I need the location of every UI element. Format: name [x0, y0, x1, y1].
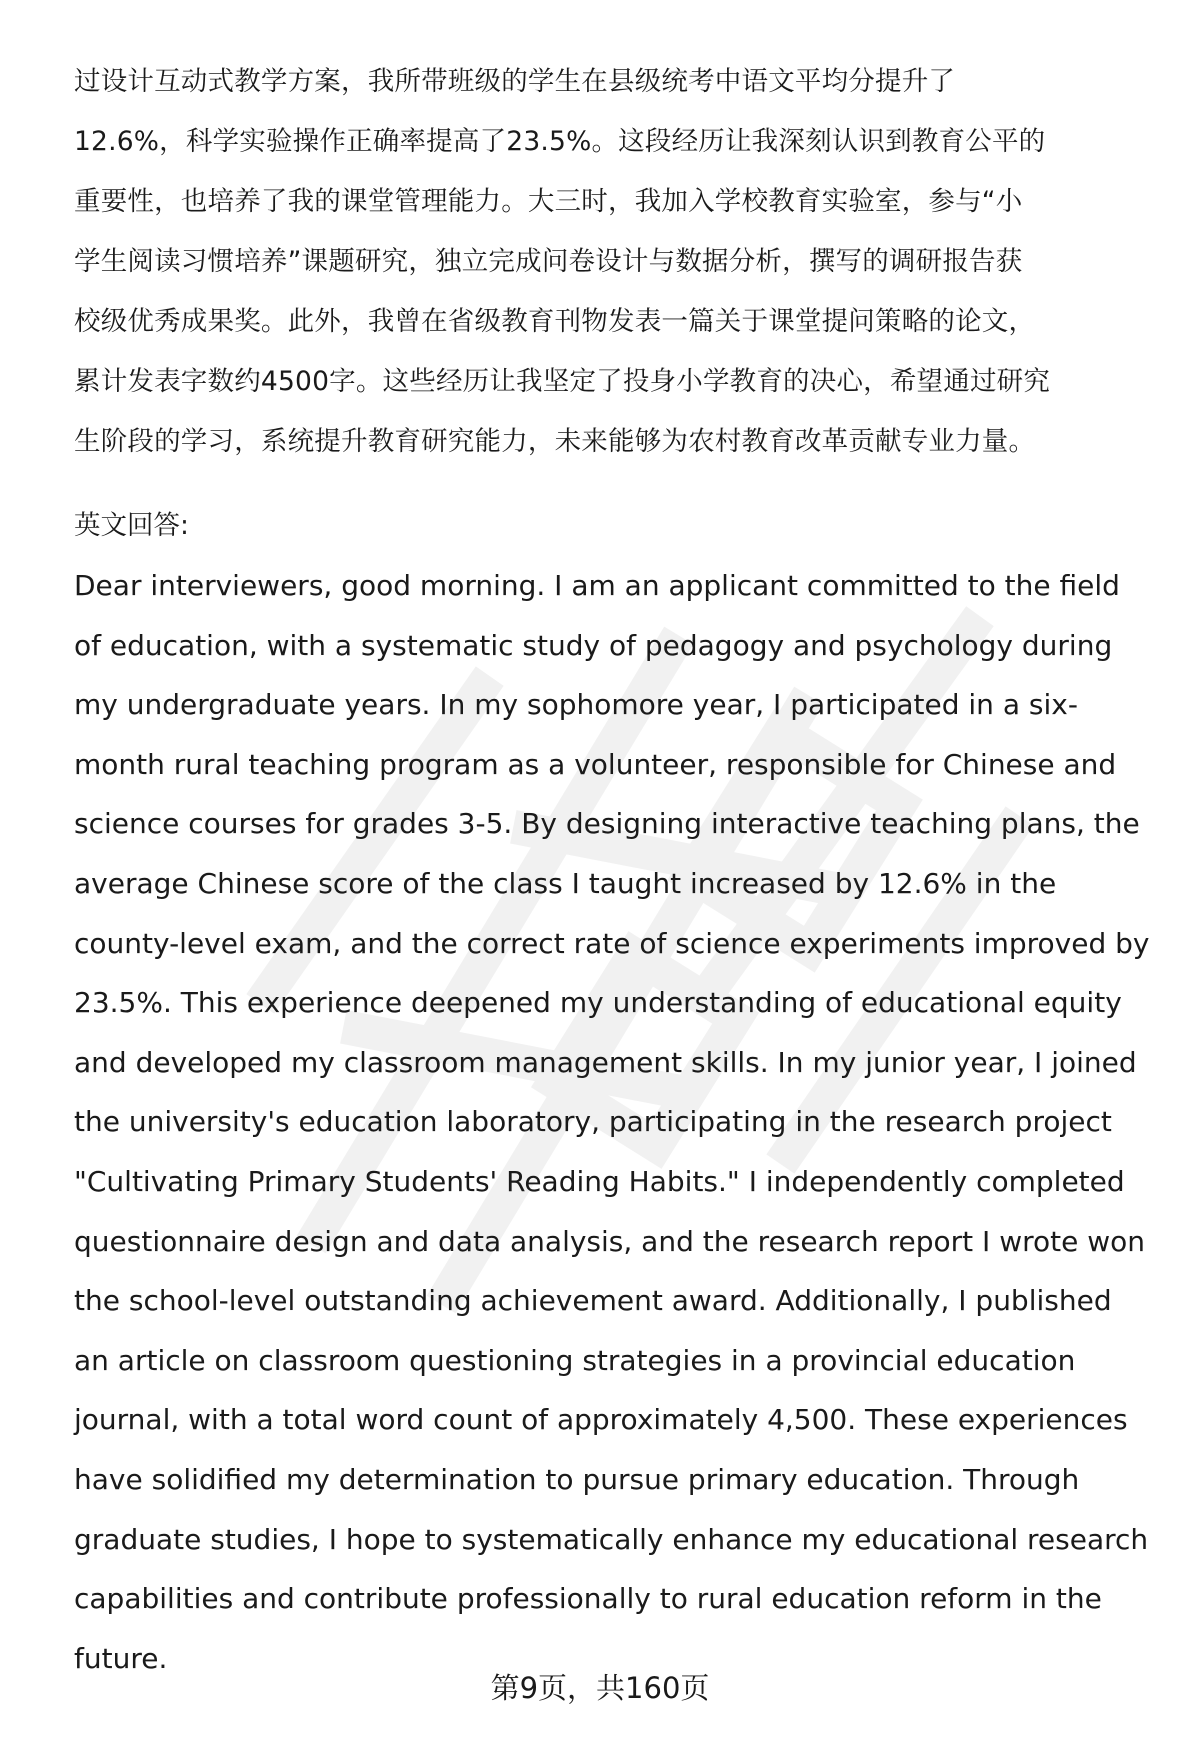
- text-line: have solidified my determination to pursue primary education. Through: [74, 1462, 1080, 1496]
- text-line: 生阶段的学习，系统提升教育研究能力，未来能够为农村教育改革贡献专业力量。: [74, 426, 1036, 457]
- english-answer-paragraph: [74, 556, 1164, 1688]
- document-body: [74, 52, 1164, 1688]
- text-line: science courses for grades 3-5. By designing interactive teaching plans, the: [74, 807, 1140, 841]
- text-line: month rural teaching program as a volunteer, responsible for Chinese and: [74, 747, 1117, 781]
- text-line: 累计发表字数约4500字。这些经历让我坚定了投身小学教育的决心，希望通过研究: [74, 366, 1051, 397]
- text-line: of education, with a systematic study of pedagogy and psychology during: [74, 628, 1113, 662]
- text-line: journal, with a total word count of approximately 4,500. These experiences: [74, 1403, 1128, 1437]
- text-line: questionnaire design and data analysis, and the research report I wrote won: [74, 1224, 1146, 1258]
- text-line: the school-level outstanding achievement award. Additionally, I published: [74, 1284, 1112, 1318]
- text-line: capabilities and contribute professionally to rural education reform in the: [74, 1582, 1102, 1616]
- text-line: Dear interviewers, good morning. I am an applicant committed to the field: [74, 569, 1120, 602]
- text-line: an article on classroom questioning strategies in a provincial education: [74, 1343, 1076, 1377]
- english-answer-heading: 英文回答:: [74, 510, 189, 541]
- text-line: average Chinese score of the class I taught increased by 12.6% in the: [74, 866, 1057, 900]
- text-line: 学生阅读习惯培养”课题研究，独立完成问卷设计与数据分析，撰写的调研报告获: [74, 246, 1023, 277]
- text-line: "Cultivating Primary Students' Reading Habits." I independently completed: [74, 1164, 1125, 1198]
- text-line: 校级优秀成果奖。此外，我曾在省级教育刊物发表一篇关于课堂提问策略的论文，: [74, 306, 1036, 337]
- text-line: 过设计互动式教学方案，我所带班级的学生在县级统考中语文平均分提升了: [74, 66, 956, 97]
- text-line: my undergraduate years. In my sophomore year, I participated in a six-: [74, 688, 1078, 722]
- text-line: 12.6%，科学实验操作正确率提高了23.5%。这段经历让我深刻认识到教育公平的: [74, 126, 1046, 157]
- text-line: county-level exam, and the correct rate of science experiments improved by: [74, 926, 1150, 960]
- text-line: future.: [74, 1641, 168, 1675]
- chinese-answer-paragraph: [74, 52, 1164, 472]
- text-line: graduate studies, I hope to systematically enhance my educational research: [74, 1522, 1149, 1556]
- page-number: 第9页，共160页: [490, 1671, 710, 1705]
- text-line: the university's education laboratory, participating in the research project: [74, 1105, 1112, 1139]
- text-line: and developed my classroom management skills. In my junior year, I joined: [74, 1045, 1137, 1079]
- text-line: 重要性，也培养了我的课堂管理能力。大三时，我加入学校教育实验室，参与“小: [74, 186, 1023, 217]
- text-line: 23.5%. This experience deepened my understanding of educational equity: [74, 986, 1122, 1020]
